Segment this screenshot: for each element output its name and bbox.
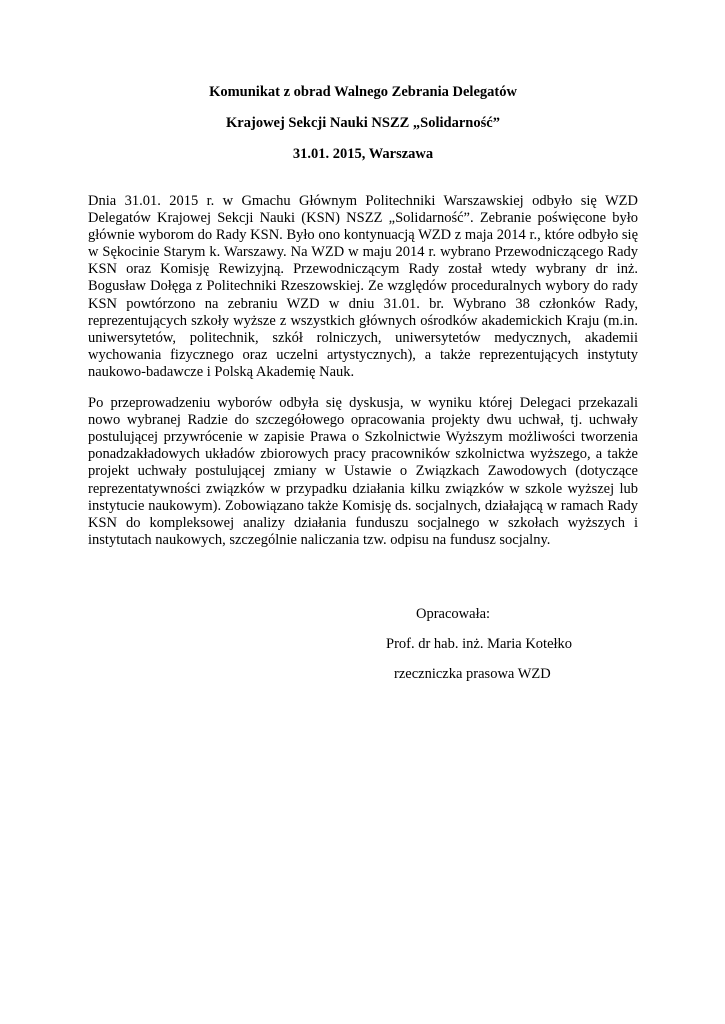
title-date-location: 31.01. 2015, Warszawa: [292, 146, 434, 162]
title-line-2: Krajowej Sekcji Nauki NSZZ „Solidarność”: [226, 115, 500, 131]
title-line-1: Komunikat z obrad Walnego Zebrania Delegatów: [209, 84, 517, 100]
body-paragraph-1: Dnia 31.01. 2015 r. w Gmachu Głównym Politechniki Warszawskiej odbyło się WZD Delegatów Krajowej Sekcji Nauki (KSN) NSZZ „Solidarność”. Zebranie poświęcone było głównie wyborom do Rady KSN. Było ono kontynuacją WZD z maja 2014 r., które odbyło się w Sękocinie Starym k. Warszawy. Na WZD w maju 2014 r. wybrano Przewodniczącego Rady KSN oraz Komisję Rewizyjną. Przewodniczącym Rady został wtedy wybrany dr inż. Bogusław Dołęga z Politechniki Rzeszowskiej. Ze względów proceduralnych wybory do rady KSN powtórzono na zebraniu WZD w dniu 31.01. br. Wybrano 38 członków Rady, reprezentujących szkoły wyższe z wszystkich głównych ośrodków akademickich Kraju (m.in. uniwersytetów, politechnik, szkół rolniczych, uniwersytetów medycznych, akademii wychowania fizycznego oraz uczelni artystycznych), a także reprezentujących instytuty naukowo-badawcze i Polską Akademię Nauk.: [88, 193, 638, 380]
body-paragraph-2: Po przeprowadzeniu wyborów odbyła się dyskusja, w wyniku której Delegaci przekazali nowo wybranej Radzie do szczegółowego opracowania projekty dwu uchwał, tj. uchwały postulującej przywrócenie w zapisie Prawa o Szkolnictwie Wyższym możliwości tworzenia ponadzakładowych układów zbiorowych pracy pracowników szkolnictwa wyższego, a także projekt uchwały postulującej zmiany w Ustawie o Związkach Zawodowych (dotyczące reprezentatywności związków w przypadku działania kilku związków w szkole wyższej lub instytucie naukowym). Zobowiązano także Komisję ds. socjalnych, działającą w ramach Rady KSN do kompleksowej analizy działania funduszu socjalnego w szkołach wyższych i instytutach naukowych, szczególnie naliczania tzw. odpisu na fundusz socjalny.: [88, 395, 638, 548]
document-body: [88, 193, 638, 563]
author-role: rzeczniczka prasowa WZD: [394, 666, 551, 682]
author-name: Prof. dr hab. inż. Maria Kotełko: [386, 636, 573, 652]
document-title: [88, 84, 638, 177]
prepared-by-label: Opracowała:: [416, 606, 491, 622]
signature-block: [380, 606, 610, 696]
